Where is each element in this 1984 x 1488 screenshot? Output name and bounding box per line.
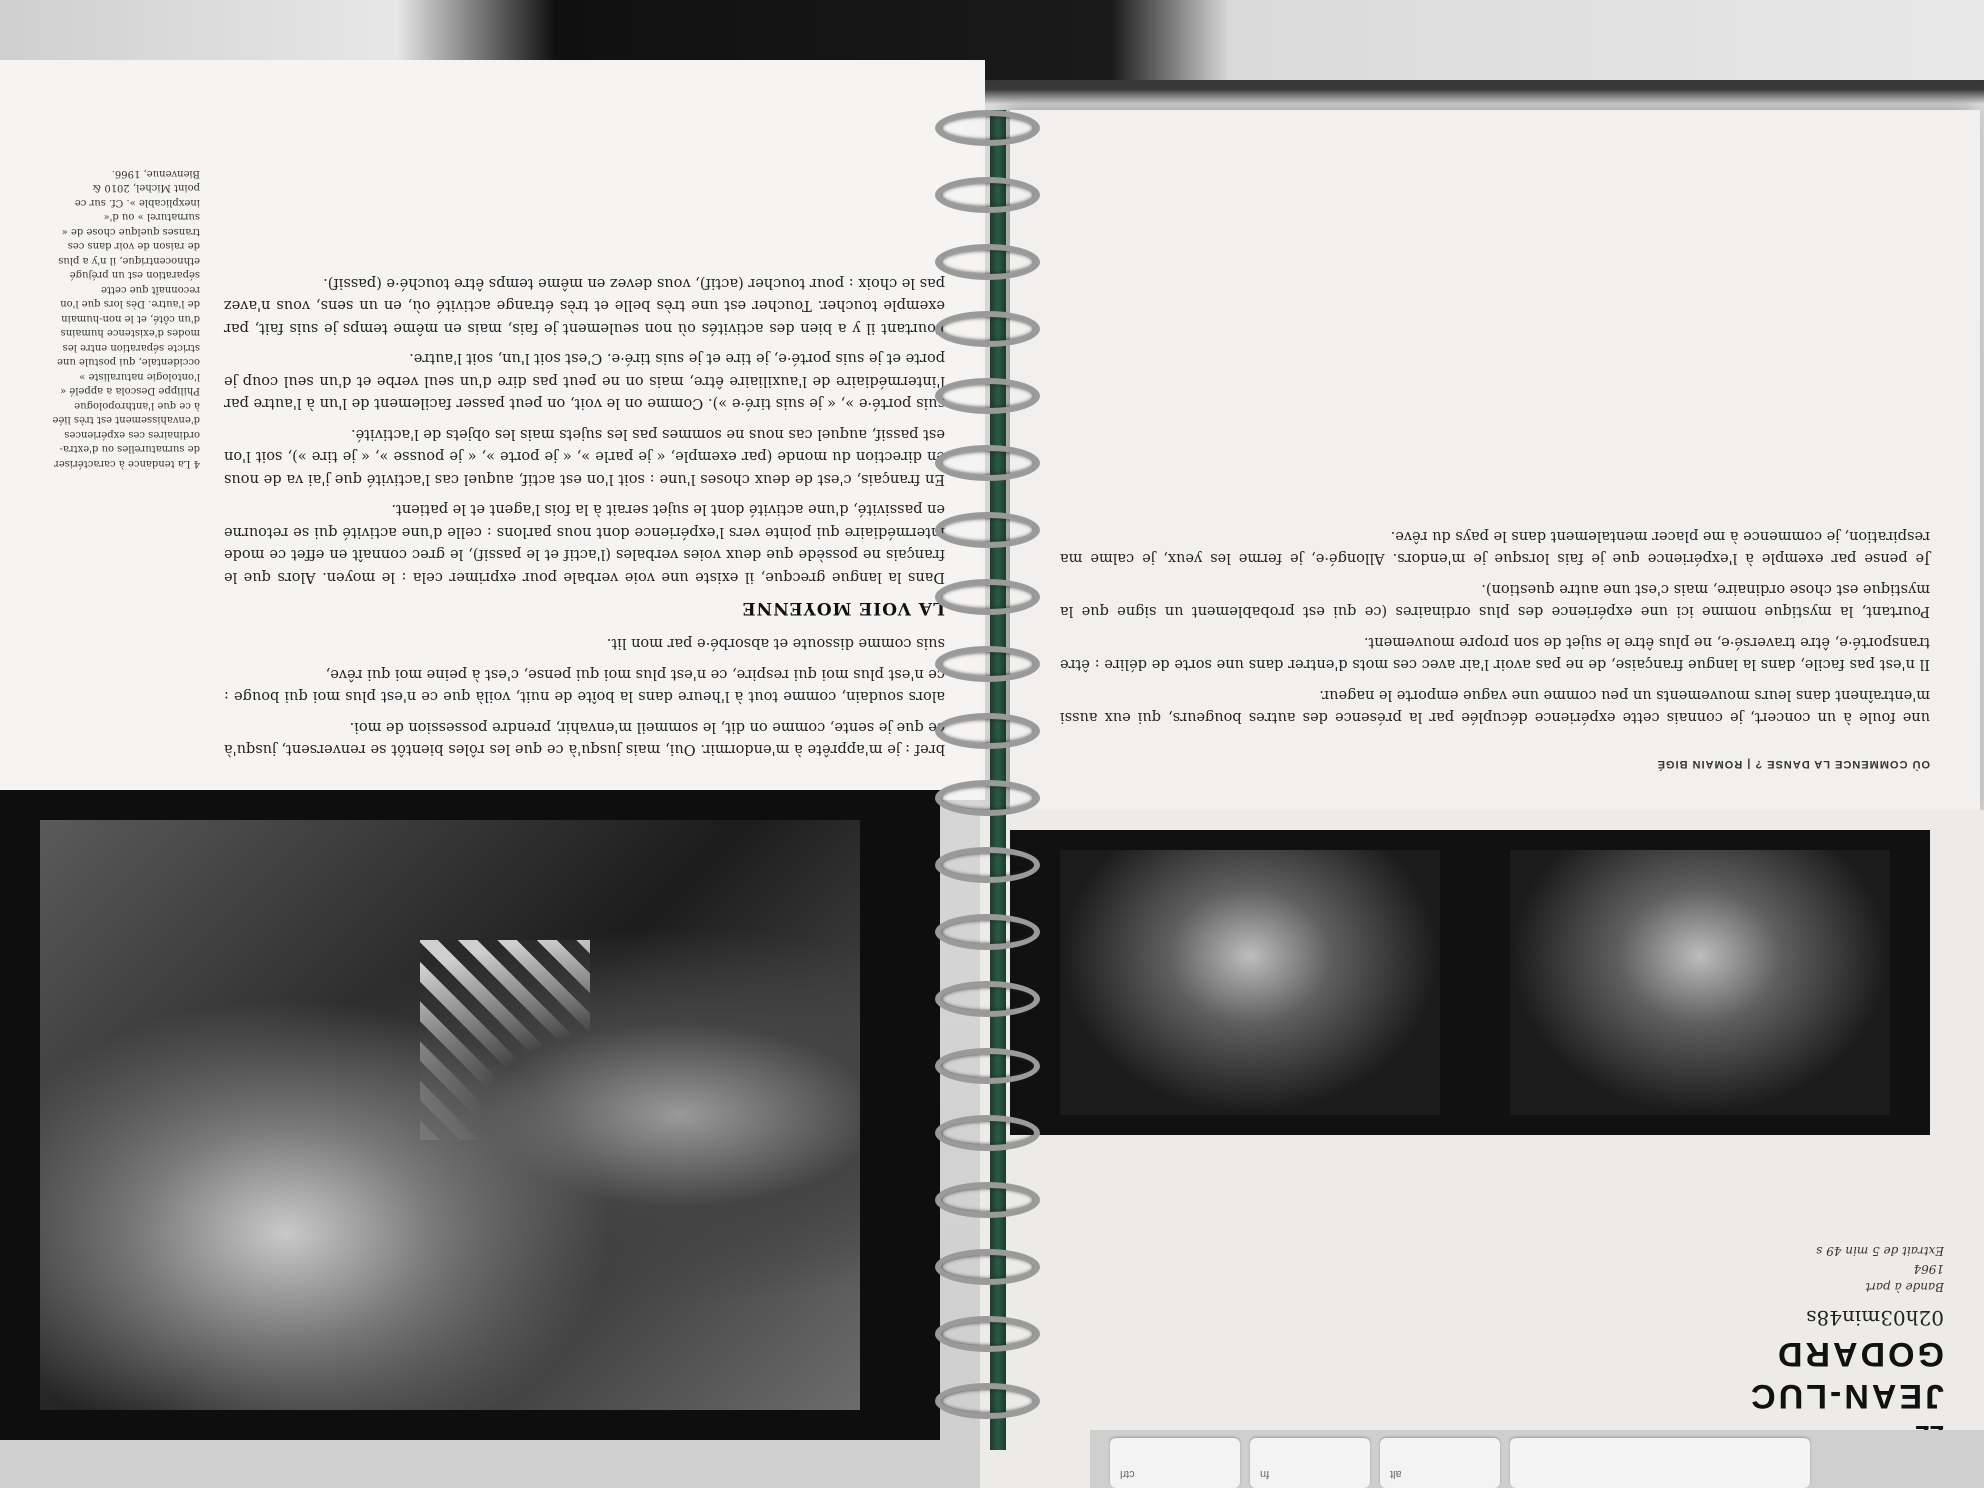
keyboard-edge bbox=[1090, 1430, 1984, 1488]
paragraph: suis comme dissoute et absorbé·e par mon lit. bbox=[606, 635, 945, 652]
footnote: 4 La tendance à caractériser de surnaturelles ou d'extra-ordinaires ces expériences d'envahissement est très liée à ce que l'anthropologue Philippe Descola a appelé « l'ontologie naturaliste » occidentale, qui postule une stricte séparation entre les modes d'existence humains d'un côté, et le non-humain de l'autre. Dès lors que l'on reconnaît que cette séparation est un préjugé ethnocentrique, il n'y a plus de raison de voir dans ces transes quelque chose de « surnaturel » ou d'« inexplicable ». Cf. sur ce point Michel, 2010 & Bienvenue, 1966. bbox=[52, 168, 200, 469]
spiral-ring bbox=[935, 512, 1040, 548]
spiral-ring bbox=[935, 847, 1040, 883]
director-name-line1: JEAN-LUC bbox=[1748, 1377, 1944, 1415]
paragraph: Pourtant, la mystique nomme ici une expérience des plus ordinaires (ce qui est probablement un signe que la mystique est chose ordinaire, mais c'est une autre question). bbox=[1060, 580, 1930, 620]
spiral-ring bbox=[935, 1182, 1040, 1218]
timecode: 02h03min48s bbox=[1806, 1305, 1944, 1330]
section-title: LA VOIE MOYENNE bbox=[741, 597, 945, 618]
paragraph: Il n'est pas facile, dans la langue française, de ne pas avoir l'air avec ces mots d'entrer dans une sorte de délire : être transporté·e, être traversé·e, ne plus être le sujet de son propre mouvement. bbox=[1060, 633, 1930, 673]
keyboard-key: fn bbox=[1250, 1438, 1370, 1488]
excerpt-length: Extrait de 5 min 49 s bbox=[1816, 1243, 1944, 1258]
spiral-ring bbox=[935, 1383, 1040, 1419]
film-year: 1964 bbox=[1913, 1261, 1944, 1276]
film-title: Bande à part bbox=[1865, 1279, 1944, 1294]
running-head: OÙ COMMENCE LA DANSE ? | ROMAIN BIGÉ bbox=[1656, 758, 1930, 770]
spiral-binding bbox=[935, 110, 1045, 1450]
paragraph: une foule à un concert, je connais cette expérience décuplée par la présence des autres bougeurs, qui eux aussi m'entraînent dans leurs mouvements un peu comme une vague emporte le nageur. bbox=[1060, 686, 1930, 725]
film-still-image bbox=[40, 820, 860, 1410]
spiral-ring bbox=[935, 378, 1040, 414]
keyboard-key: ctrl bbox=[1110, 1438, 1240, 1488]
paragraph: bref : je m'apprête à m'endormir. Oui, mais jusqu'à ce que les rôles bientôt se renversent, jusqu'à ce que je sente, comme on dit, le sommeil m'envahir, prendre possession de moi. bbox=[224, 718, 945, 757]
paragraph: Je pense par exemple à l'expérience que je fais lorsque je m'endors. Allongé·e, je ferme les yeux, je calme ma respiration, je commence à me placer mentalement dans le pays du rêve. bbox=[1060, 527, 1930, 567]
paragraph: En français, c'est de deux choses l'une : soit l'on est actif, auquel cas l'activité que j'ai va de nous en direction du monde (par exemple, « je parle », « je porte », « je pousse », « je tire »), soit l'on est passif, auquel cas nous ne sommes pas les sujets mais les objets de l'activité. bbox=[224, 425, 945, 487]
paragraph: Pourtant il y a bien des activités où non seulement je fais, mais en même temps je suis fait, par exemple toucher. Toucher est une très belle et très étrange activité où, en un sens, vous n'avez pas le choix : pour toucher (actif), vous devez en même temps être touché·e (passif). bbox=[224, 275, 945, 336]
film-strip bbox=[1010, 830, 1930, 1135]
spiral-ring bbox=[935, 579, 1040, 615]
paragraph: Dans la langue grecque, il existe une voie verbale pour exprimer cela : le moyen. Alors que le français ne possède que deux voies verbales (l'actif et le passif), le grec connaît en effet ce mode intermédiaire qui pointe vers l'expérience dont nous parlons : celle d'une activité qui se retourne en passivité, d'une activité dont le sujet serait à la fois l'agent et le patient. bbox=[224, 501, 945, 585]
film-still-small bbox=[1510, 850, 1890, 1115]
keyboard-key: alt bbox=[1380, 1438, 1500, 1488]
spiral-ring bbox=[935, 244, 1040, 280]
spiral-ring bbox=[935, 914, 1040, 950]
spiral-ring bbox=[935, 177, 1040, 213]
film-caption bbox=[980, 1170, 1984, 1470]
spiral-ring bbox=[935, 445, 1040, 481]
left-main-column bbox=[224, 100, 945, 760]
spiral-ring bbox=[935, 713, 1040, 749]
spiral-ring bbox=[935, 981, 1040, 1017]
left-text-page bbox=[0, 60, 985, 800]
keyboard-key bbox=[1510, 1438, 1810, 1488]
spiral-ring bbox=[935, 311, 1040, 347]
paragraph: alors soudain, comme tout à l'heure dans la boîte de nuit, voilà que ce n'est plus moi qui bouge : ce n'est plus moi qui respire, ce n'est plus moi qui pense, c'est à peine moi qui rêve, bbox=[224, 665, 945, 705]
film-still-large bbox=[0, 790, 940, 1440]
spiral-ring bbox=[935, 1249, 1040, 1285]
right-text-page bbox=[1010, 110, 1980, 810]
spiral-ring bbox=[935, 1048, 1040, 1084]
film-still-small bbox=[1060, 850, 1440, 1115]
paragraph: suis porté·e », « je suis tiré·e »). Comme on le voit, on peut passer facilement de l'un à l'autre par l'intermédiaire de l'auxiliaire être, mais on ne peut pas dire d'un seul verbe et d'un seul coup je porte et je suis porté·e, je tire et je suis tiré·e. C'est soit l'un, soit l'autre. bbox=[224, 350, 945, 412]
spiral-ring bbox=[935, 1316, 1040, 1352]
spiral-ring bbox=[935, 780, 1040, 816]
spiral-ring bbox=[935, 646, 1040, 682]
spiral-ring bbox=[935, 110, 1040, 146]
director-name-line2: GODARD bbox=[1774, 1335, 1944, 1374]
caption-page bbox=[980, 810, 1984, 1488]
spiral-ring bbox=[935, 1115, 1040, 1151]
